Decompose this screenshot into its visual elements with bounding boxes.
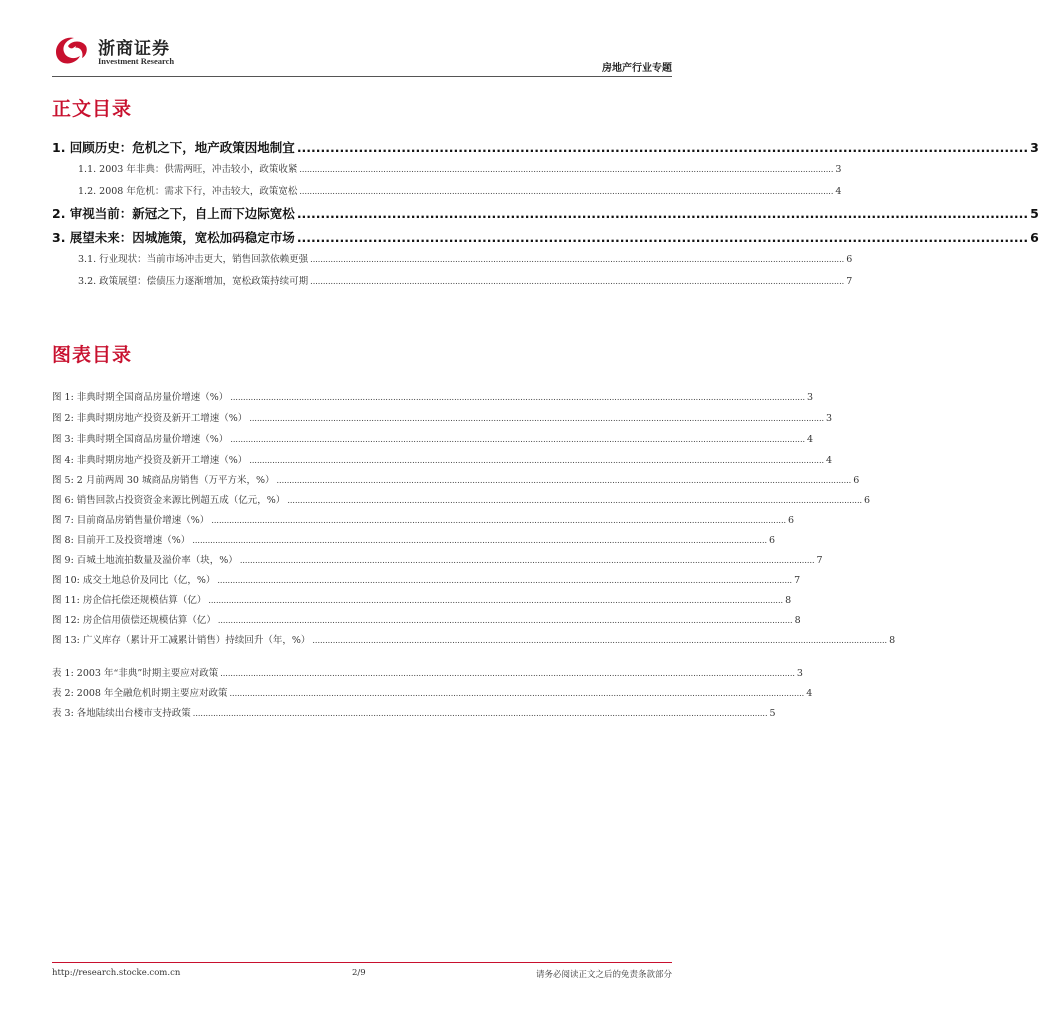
leader-dots: .................................................................................................................................................................................................................. — [299, 165, 834, 174]
toc-item-label: 3.2. 政策展望：偿债压力逐渐增加，宽松政策持续可期 — [78, 276, 309, 287]
leader-dots: .................................................................................................................................................................................................................................. — [249, 414, 825, 423]
toc-item-label: 2. 审视当前：新冠之下，自上而下边际宽松 — [52, 206, 295, 221]
page-header — [52, 30, 672, 76]
leader-dots: .................................................................................................................................................................................................................................. — [192, 709, 768, 718]
toc-title: 正文目录 — [52, 98, 133, 120]
figure-item-page: 6 — [769, 535, 776, 546]
leader-dots: .................................................................................................................................................................................................................. — [310, 277, 845, 286]
figure-item-label: 图 8: 目前开工及投资增速（%） — [52, 535, 191, 546]
leader-dots: .................................................................................................................................................................................................................................. — [287, 496, 863, 505]
footer-page-number: 2/9 — [352, 968, 366, 978]
toc-item-page: 6 — [1030, 230, 1039, 245]
table-item-label: 表 2: 2008 年全融危机时期主要应对政策 — [52, 688, 228, 699]
toc-item-page: 5 — [1030, 206, 1039, 221]
figure-item[interactable] — [52, 592, 792, 606]
leader-dots: .................................................................................................................................................................................................................................. — [192, 536, 768, 545]
figure-item-label: 图 12: 房企信用债偿还规模估算（亿） — [52, 615, 216, 626]
toc-item[interactable] — [78, 273, 853, 287]
toc-item[interactable] — [78, 161, 842, 175]
table-item[interactable] — [52, 685, 813, 699]
toc-item[interactable] — [78, 251, 853, 265]
leader-dots: .......................................................................................................................................................... — [296, 230, 1029, 245]
figure-item-page: 8 — [794, 615, 801, 626]
toc-item-label: 3. 展望未来：因城施策，宽松加码稳定市场 — [52, 230, 295, 245]
figure-item-label: 图 4: 非典时期房地产投资及新开工增速（%） — [52, 455, 248, 466]
company-logo-icon — [52, 34, 92, 68]
toc-item-page: 3 — [835, 164, 842, 175]
figure-item[interactable] — [52, 532, 776, 546]
leader-dots: .................................................................................................................................................................................................................. — [310, 255, 845, 264]
figure-item[interactable] — [52, 410, 833, 424]
figure-item-label: 图 9: 百城土地流拍数量及溢价率（块，%） — [52, 555, 238, 566]
figure-item-label: 图 5: 2 月前两周 30 城商品房销售（万平方米，%） — [52, 475, 275, 486]
leader-dots: .......................................................................................................................................................... — [296, 140, 1029, 155]
figure-item-label: 图 1: 非典时期全国商品房量价增速（%） — [52, 392, 229, 403]
toc-item-label: 1.2. 2008 年危机：需求下行，冲击较大，政策宽松 — [78, 186, 298, 197]
figure-item-page: 6 — [864, 495, 871, 506]
figure-item[interactable] — [52, 452, 833, 466]
leader-dots: .................................................................................................................................................................................................................................. — [217, 576, 793, 585]
leader-dots: .................................................................................................................................................................................................................................. — [208, 596, 784, 605]
toc-item-page: 7 — [846, 276, 853, 287]
leader-dots: .................................................................................................................................................................................................................................. — [312, 636, 888, 645]
toc-item-label: 3.1. 行业现状：当前市场冲击更大，销售回款依赖更强 — [78, 254, 309, 265]
logo-text-cn: 浙商证券 — [98, 39, 170, 59]
toc-item-label: 1.1. 2003 年非典：供需两旺，冲击较小，政策收紧 — [78, 164, 298, 175]
figure-item[interactable] — [52, 632, 896, 646]
leader-dots: .................................................................................................................................................................................................................................. — [276, 476, 852, 485]
leader-dots: .......................................................................................................................................................... — [296, 206, 1029, 221]
toc-item-page: 6 — [846, 254, 853, 265]
figure-item-label: 图 6: 销售回款占投资资金来源比例超五成（亿元，%） — [52, 495, 286, 506]
toc-item[interactable] — [52, 228, 1039, 246]
toc-item-page: 3 — [1030, 140, 1039, 155]
figure-item-page: 6 — [853, 475, 860, 486]
figure-item[interactable] — [52, 431, 814, 445]
figure-item[interactable] — [52, 612, 801, 626]
table-item-label: 表 3: 各地陆续出台楼市支持政策 — [52, 708, 191, 719]
figure-item-label: 图 11: 房企信托偿还规模估算（亿） — [52, 595, 207, 606]
figure-item-page: 4 — [826, 455, 833, 466]
figure-item-page: 3 — [807, 392, 814, 403]
leader-dots: .................................................................................................................................................................................................................................. — [230, 393, 806, 402]
leader-dots: .................................................................................................................................................................................................................................. — [220, 669, 795, 678]
figure-item[interactable] — [52, 572, 801, 586]
figure-item-label: 图 2: 非典时期房地产投资及新开工增速（%） — [52, 413, 248, 424]
figure-item-label: 图 7: 目前商品房销售量价增速（%） — [52, 515, 210, 526]
figure-item-page: 8 — [889, 635, 896, 646]
leader-dots: .................................................................................................................................................................................................................................. — [211, 516, 787, 525]
leader-dots: .................................................................................................................................................................................................................................. — [217, 616, 793, 625]
figure-item[interactable] — [52, 512, 795, 526]
figure-item-page: 3 — [826, 413, 833, 424]
toc-item-label: 1. 回顾历史：危机之下，地产政策因地制宜 — [52, 140, 295, 155]
figure-item-page: 6 — [788, 515, 795, 526]
leader-dots: .................................................................................................................................................................................................................................. — [249, 456, 825, 465]
figure-item-page: 8 — [785, 595, 792, 606]
figure-item[interactable] — [52, 492, 871, 506]
figure-item-label: 图 13: 广义库存（累计开工减累计销售）持续回升（年，%） — [52, 635, 311, 646]
toc-item[interactable] — [52, 138, 1039, 156]
leader-dots: .................................................................................................................................................................................................................................. — [229, 689, 805, 698]
figure-item-label: 图 10: 成交土地总价及同比（亿，%） — [52, 575, 216, 586]
footer-divider — [52, 962, 672, 963]
leader-dots: .................................................................................................................................................................................................................................. — [230, 435, 806, 444]
table-item-page: 3 — [796, 668, 803, 679]
table-item[interactable] — [52, 665, 803, 679]
figure-item-page: 7 — [794, 575, 801, 586]
figure-item[interactable] — [52, 552, 823, 566]
report-type: 房地产行业专题 — [602, 63, 672, 74]
table-item-page: 4 — [806, 688, 813, 699]
logo-text-en: Investment Research — [98, 56, 175, 66]
footer-disclaimer: 请务必阅读正文之后的免责条款部分 — [535, 970, 672, 980]
figure-item[interactable] — [52, 389, 814, 403]
header-divider — [52, 76, 672, 77]
toc-item-page: 4 — [835, 186, 842, 197]
figure-item[interactable] — [52, 472, 860, 486]
figure-item-label: 图 3: 非典时期全国商品房量价增速（%） — [52, 434, 229, 445]
toc-item[interactable] — [52, 204, 1039, 222]
footer-url[interactable]: http://research.stocke.com.cn — [52, 968, 181, 978]
figure-item-page: 7 — [816, 555, 823, 566]
figures-title: 图表目录 — [52, 344, 133, 366]
leader-dots: .................................................................................................................................................................................................................. — [299, 187, 834, 196]
toc-item[interactable] — [78, 183, 842, 197]
table-item-page: 5 — [769, 708, 776, 719]
table-item-label: 表 1: 2003 年“非典”时期主要应对政策 — [52, 668, 219, 679]
figure-item-page: 4 — [807, 434, 814, 445]
table-item[interactable] — [52, 705, 776, 719]
leader-dots: .................................................................................................................................................................................................................................. — [239, 556, 815, 565]
